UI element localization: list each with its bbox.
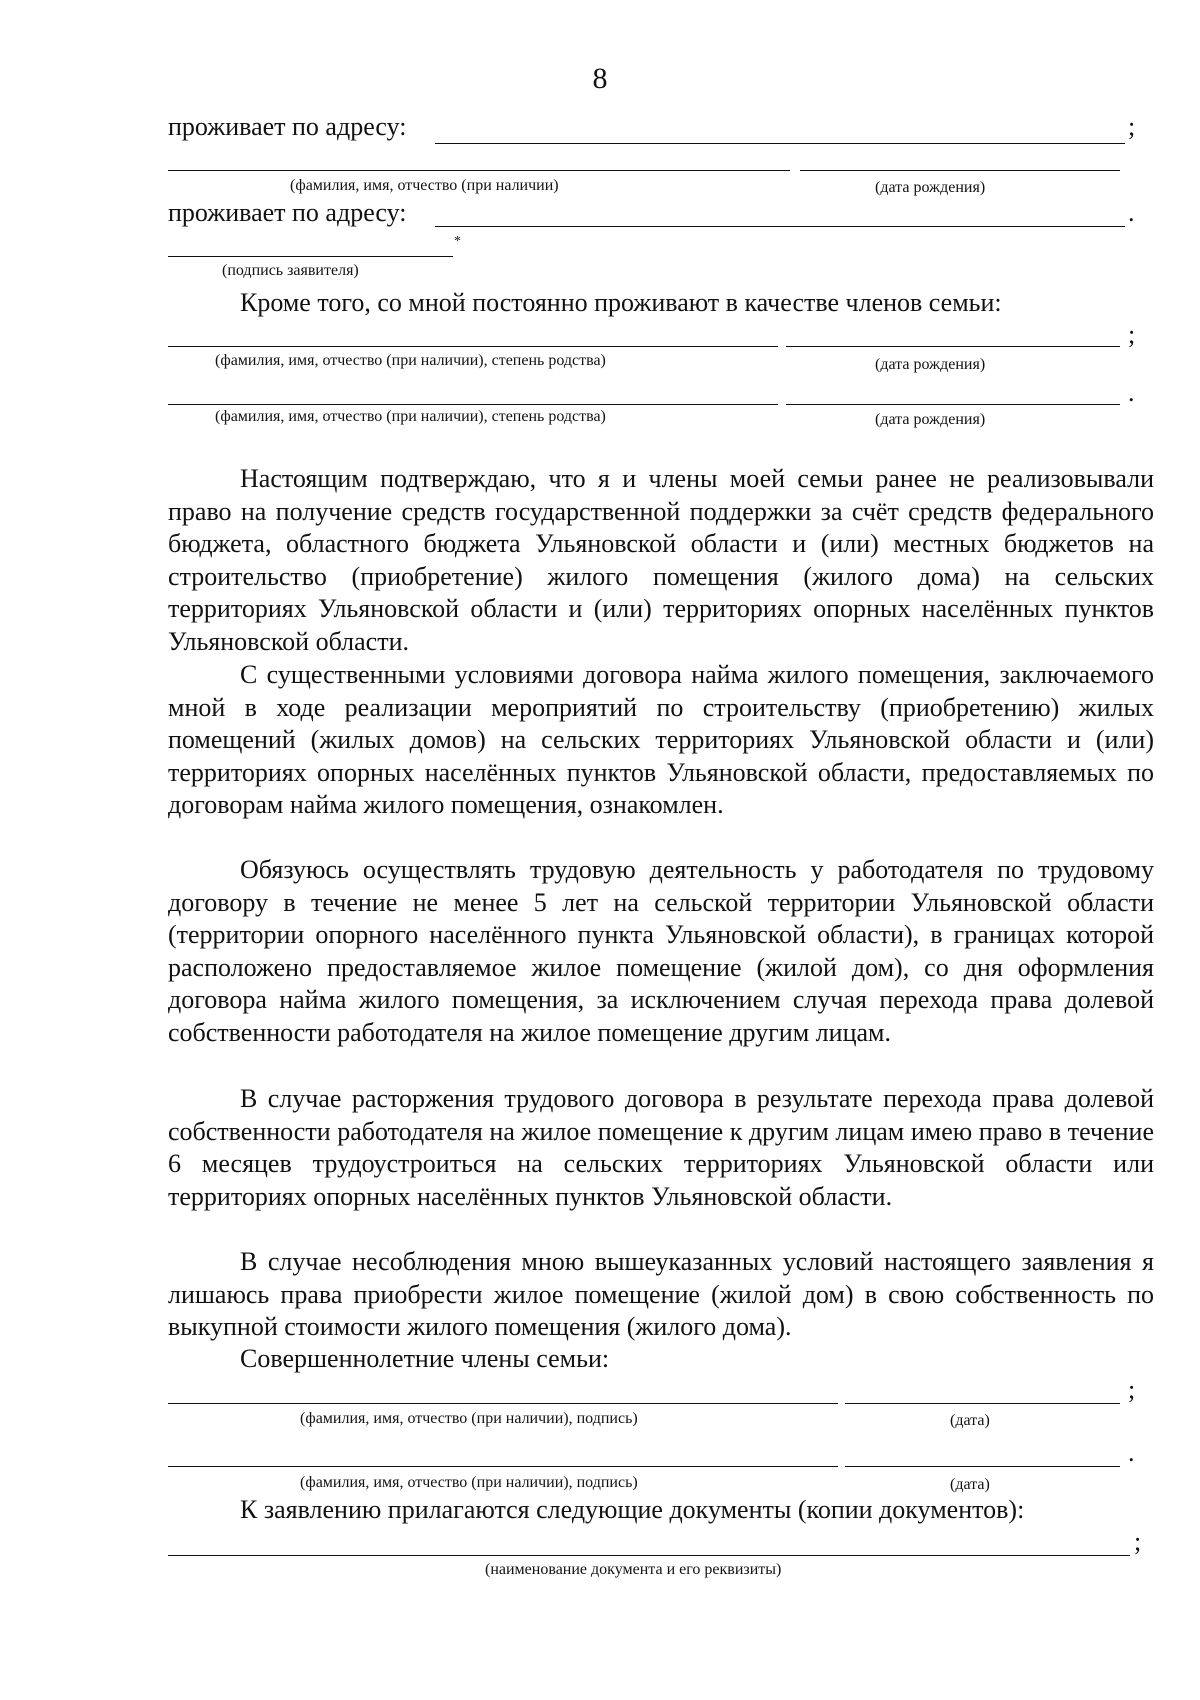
caption-signature: (подпись заявителя) [222,262,359,279]
attachments-heading: К заявлению прилагаются следующие документы (копии документов): [240,1495,1025,1524]
caption-fio-relation-2: (фамилия, имя, отчество (при наличии), степень родства) [215,408,606,425]
semicolon-4: ; [1134,1527,1142,1556]
family-birthdate-line-2[interactable] [786,404,1120,405]
caption-fio-relation-1: (фамилия, имя, отчество (при наличии), степень родства) [215,352,606,369]
address-line-1[interactable] [435,143,1125,144]
adult-member-line-1[interactable] [168,1403,838,1404]
period-3: . [1128,1438,1135,1467]
address-line-2[interactable] [435,226,1125,227]
caption-fio: (фамилия, имя, отчество (при наличии) [290,177,559,194]
fio-line-1[interactable] [168,170,790,171]
paragraph-confirmation: Настоящим подтверждаю, что я и члены моей семьи ранее не реализовывали право на получение средств государственной поддержки за счёт средств федерального бюджета, областного бюджета Ульяновской области и (или) местных бюджетов на строительство (приобретение) жилого помещения (жилого дома) на сельских территориях Ульяновской области и (или) территориях опорных населённых пунктов Ульяновской области. [168,464,1154,656]
address-label-1: проживает по адресу: [168,112,407,141]
semicolon-1: ; [1128,112,1136,141]
caption-fio-signature-1: (фамилия, имя, отчество (при наличии), подпись) [300,1410,638,1427]
semicolon-3: ; [1128,1375,1136,1404]
caption-birthdate: (дата рождения) [875,179,986,196]
paragraph-noncompliance: В случае несоблюдения мною вышеуказанных условий настоящего заявления я лишаюсь права приобрести жилое помещение (жилой дом) в свою собственность по выкупной стоимости жилого помещения (жилого дома). [168,1247,1154,1342]
caption-birthdate-2: (дата рождения) [875,356,986,373]
period-2: . [1128,378,1135,407]
family-member-line-2[interactable] [168,404,778,405]
adult-member-line-2[interactable] [168,1466,838,1467]
paragraph-contract-termination: В случае расторжения трудового договора в результате перехода права долевой собственности работодателя на жилое помещение к другим лицам имею право в течение 6 месяцев трудоустроиться на сельских территориях Ульяновской области или территориях опорных населённых пунктов Ульяновской области. [168,1084,1154,1211]
signature-line[interactable] [168,256,453,257]
adult-date-line-1[interactable] [845,1403,1120,1404]
caption-document: (наименование документа и его реквизиты) [485,1561,782,1578]
caption-birthdate-3: (дата рождения) [875,411,986,428]
birthdate-line-1[interactable] [800,170,1120,171]
period-1: . [1128,198,1135,227]
adult-date-line-2[interactable] [845,1466,1120,1467]
caption-date-1: (дата) [950,1412,990,1429]
caption-date-2: (дата) [950,1476,990,1493]
semicolon-2: ; [1128,320,1136,349]
adult-members-heading: Совершеннолетние члены семьи: [240,1344,610,1373]
family-intro: Кроме того, со мной постоянно проживают в качестве членов семьи: [240,288,1002,317]
address-label-2: проживает по адресу: [168,198,407,227]
attachment-line[interactable] [168,1555,1130,1556]
family-member-line-1[interactable] [168,346,778,347]
caption-fio-signature-2: (фамилия, имя, отчество (при наличии), подпись) [300,1474,638,1491]
page-number: 8 [592,62,608,95]
family-birthdate-line-1[interactable] [786,346,1120,347]
paragraph-contract-terms: С существенными условиями договора найма жилого помещения, заключаемого мной в ходе реализации мероприятий по строительству (приобретению) жилых помещений (жилых домов) на сельских территориях Ульяновской области и (или) территориях опорных населённых пунктов Ульяновской области, предоставляемых по договорам найма жилого помещения, ознакомлен. [168,660,1154,820]
asterisk-mark: * [454,234,461,249]
paragraph-employment-obligation: Обязуюсь осуществлять трудовую деятельность у работодателя по трудовому договору в течение не менее 5 лет на сельской территории Ульяновской области (территории опорного населённого пункта Ульяновской области), в границах которой расположено предоставляемое жилое помещение (жилой дом), со дня оформления договора найма жилого помещения, за исключением случая перехода права долевой собственности работодателя на жилое помещение другим лицам. [168,855,1154,1047]
